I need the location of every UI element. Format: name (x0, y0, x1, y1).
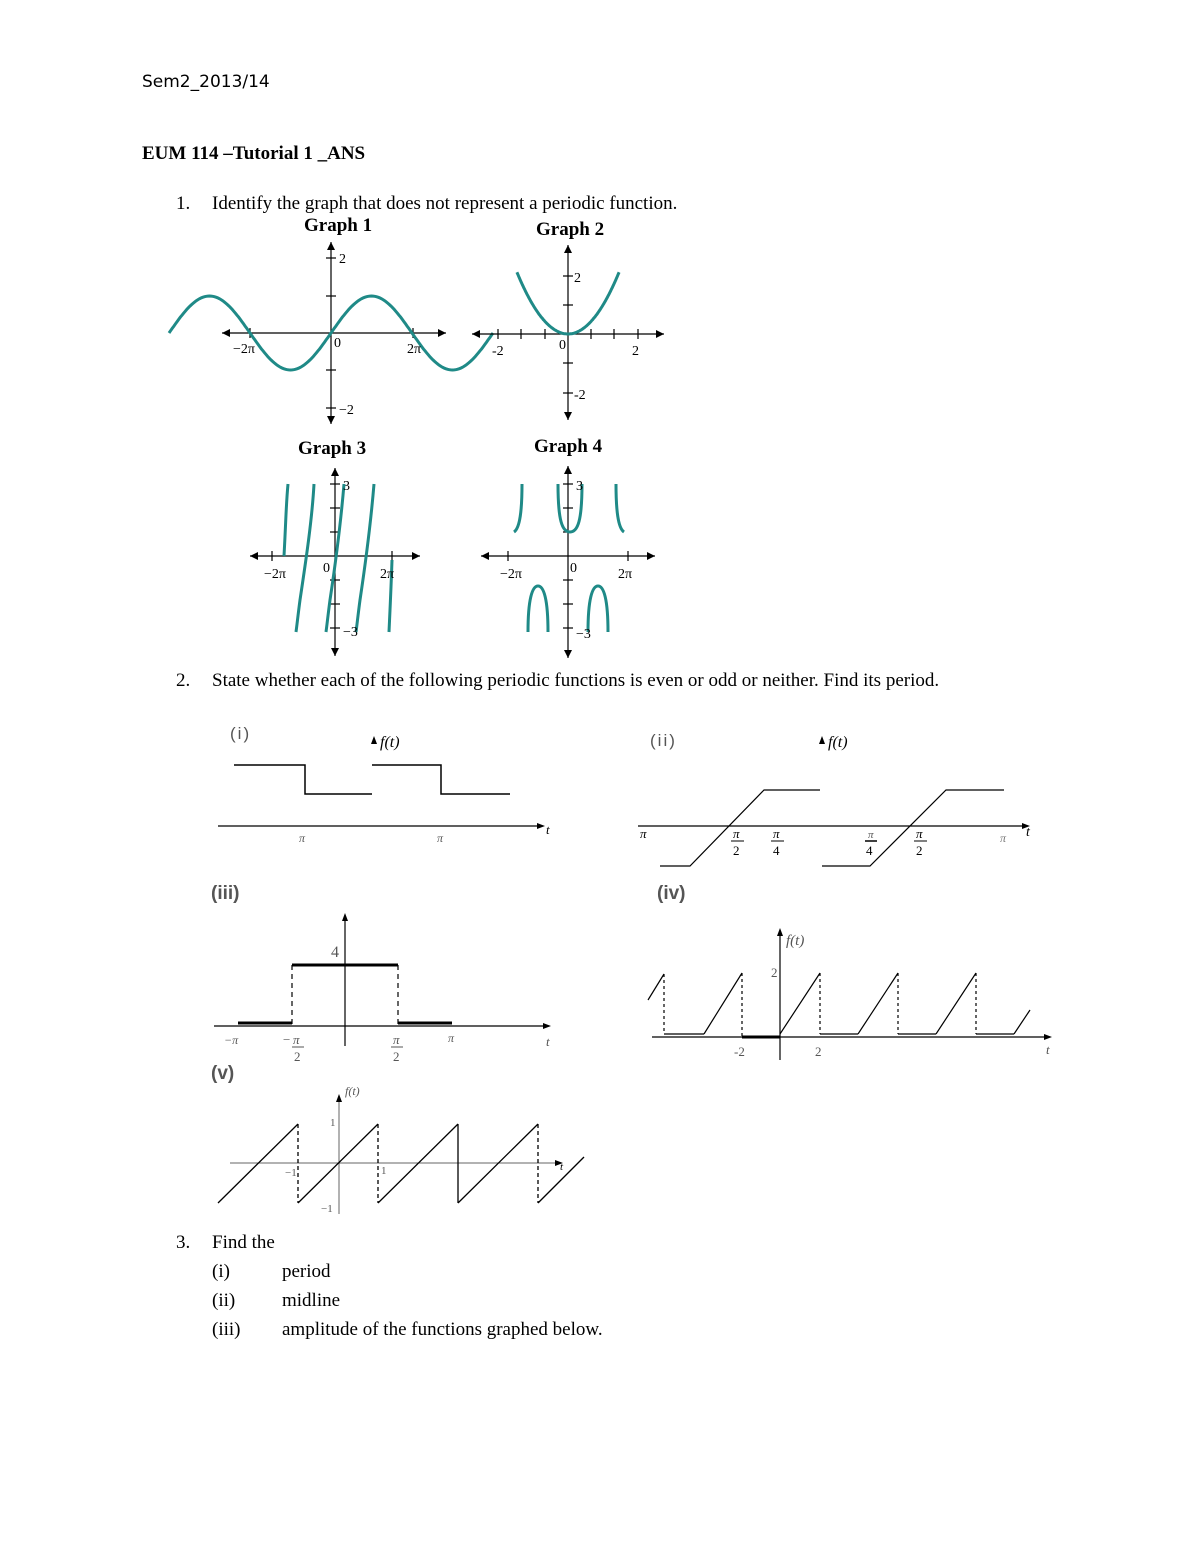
q3-subitem-1-label: (i) (212, 1261, 230, 1282)
graph-3-ylabel-top: 3 (343, 479, 350, 494)
q2-iii-tick-neg-num: π (293, 1032, 300, 1047)
graph-1-ylabel-bottom: −2 (339, 403, 354, 418)
question-1-text: Identify the graph that does not represent a periodic function. (212, 193, 678, 214)
q2-ii-tick-c-den: 4 (866, 843, 873, 858)
graph-3-xlabel-pos: 2π (380, 567, 395, 582)
q2-i-tick-2: π (437, 831, 444, 845)
q2-iii-xlabel: t (546, 1034, 550, 1049)
q2-ii-tick-b-den: 4 (773, 843, 780, 858)
q2-v-tick-yneg1: −1 (321, 1203, 333, 1215)
graph-3-xlabel-neg: −2π (264, 567, 286, 582)
graph-4-title: Graph 4 (534, 436, 603, 457)
q2-ii-tick-a-den: 2 (733, 843, 740, 858)
q2-ii-xlabel: t (1026, 825, 1030, 840)
graph-1-xlabel-neg: −2π (233, 342, 255, 357)
q2-iv-ylabel: f(t) (786, 933, 805, 949)
graph-2-xlabel-neg: -2 (492, 344, 504, 359)
graph-3-ylabel-bottom: −3 (343, 625, 358, 640)
graph-1-xlabel-origin: 0 (334, 336, 341, 351)
q2-i-tick-1: π (299, 831, 306, 845)
q2-ii-ylabel: f(t) (828, 734, 848, 751)
question-2-number: 2. (176, 670, 191, 691)
graph-3-title: Graph 3 (298, 438, 367, 459)
q3-subitem-2-label: (ii) (212, 1290, 236, 1311)
q2-v-xlabel: t (560, 1161, 564, 1173)
q3-subitem-2-text: midline (282, 1290, 341, 1311)
q2-ii-tick-pi-left: π (640, 826, 647, 841)
course-term: Sem2_2013/14 (142, 72, 270, 92)
graph-2-ylabel-bottom: -2 (574, 388, 586, 403)
q2-i-ylabel: f(t) (380, 734, 400, 751)
q2-iii-tick-pos-den: 2 (393, 1049, 400, 1064)
q2-iv-tick-neg2: -2 (734, 1044, 745, 1059)
graph-2-ylabel-top: 2 (574, 271, 581, 286)
q3-subitem-3-label: (iii) (212, 1319, 241, 1340)
q2-part-v-label: (v) (211, 1063, 235, 1084)
q2-part-ii-label: (ii) (650, 731, 677, 750)
q2-v-tick-x1: 1 (381, 1165, 387, 1177)
q3-subitem-1-text: period (282, 1261, 331, 1282)
q2-ii-tick-c-num: π (868, 829, 874, 841)
q2-part-iii-label: (iii) (211, 883, 240, 904)
question-1-number: 1. (176, 193, 191, 214)
graph-1-ylabel-top: 2 (339, 252, 346, 267)
q2-ii-tick-a-num: π (733, 826, 740, 841)
q2-iii-tick-neg-minus: − (283, 1032, 291, 1047)
question-2-text: State whether each of the following periodic functions is even or odd or neither. Find its period. (212, 670, 940, 691)
q2-part-i-label: (i) (230, 724, 252, 743)
q2-iii-level: 4 (331, 944, 339, 961)
graph-2-xlabel-origin: 0 (559, 338, 566, 353)
q2-iii-tick-pos-num: π (393, 1032, 400, 1047)
q2-iv-tick-pos2: 2 (815, 1044, 822, 1059)
q2-part-iv-label: (iv) (657, 883, 686, 904)
q2-iii-tick-negpi: −π (224, 1033, 239, 1047)
graph-4-xlabel-origin: 0 (570, 561, 577, 576)
graph-3-xlabel-origin: 0 (323, 561, 330, 576)
q2-i-xlabel: t (546, 822, 550, 837)
q2-ii-tick-pi-right: π (1000, 831, 1007, 845)
q2-v-tick-y1: 1 (330, 1117, 336, 1129)
q2-iii-tick-pi: π (448, 1031, 455, 1045)
graph-4-xlabel-neg: −2π (500, 567, 522, 582)
q2-iv-tick-y2: 2 (771, 965, 778, 980)
document-title: EUM 114 –Tutorial 1 _ANS (142, 143, 366, 164)
question-3-text: Find the (212, 1232, 275, 1253)
q2-v-ylabel: f(t) (345, 1084, 360, 1098)
graph-4-xlabel-pos: 2π (618, 567, 633, 582)
q3-subitem-3-text: amplitude of the functions graphed below. (282, 1319, 603, 1340)
graph-2-xlabel-pos: 2 (632, 344, 639, 359)
graph-4-ylabel-top: 3 (576, 479, 583, 494)
q2-ii-tick-d-num: π (916, 826, 923, 841)
q2-ii-tick-d-den: 2 (916, 843, 923, 858)
graph-2-title: Graph 2 (536, 219, 605, 240)
graph-4-ylabel-bottom: −3 (576, 627, 591, 642)
q2-iv-xlabel: t (1046, 1042, 1050, 1057)
q2-ii-tick-b-num: π (773, 826, 780, 841)
graph-1-xlabel-pos: 2π (407, 342, 422, 357)
question-3-number: 3. (176, 1232, 191, 1253)
q2-iii-tick-neg-den: 2 (294, 1049, 301, 1064)
q2-v-tick-xneg1: −1 (285, 1167, 297, 1179)
graph-1-title: Graph 1 (304, 215, 373, 236)
